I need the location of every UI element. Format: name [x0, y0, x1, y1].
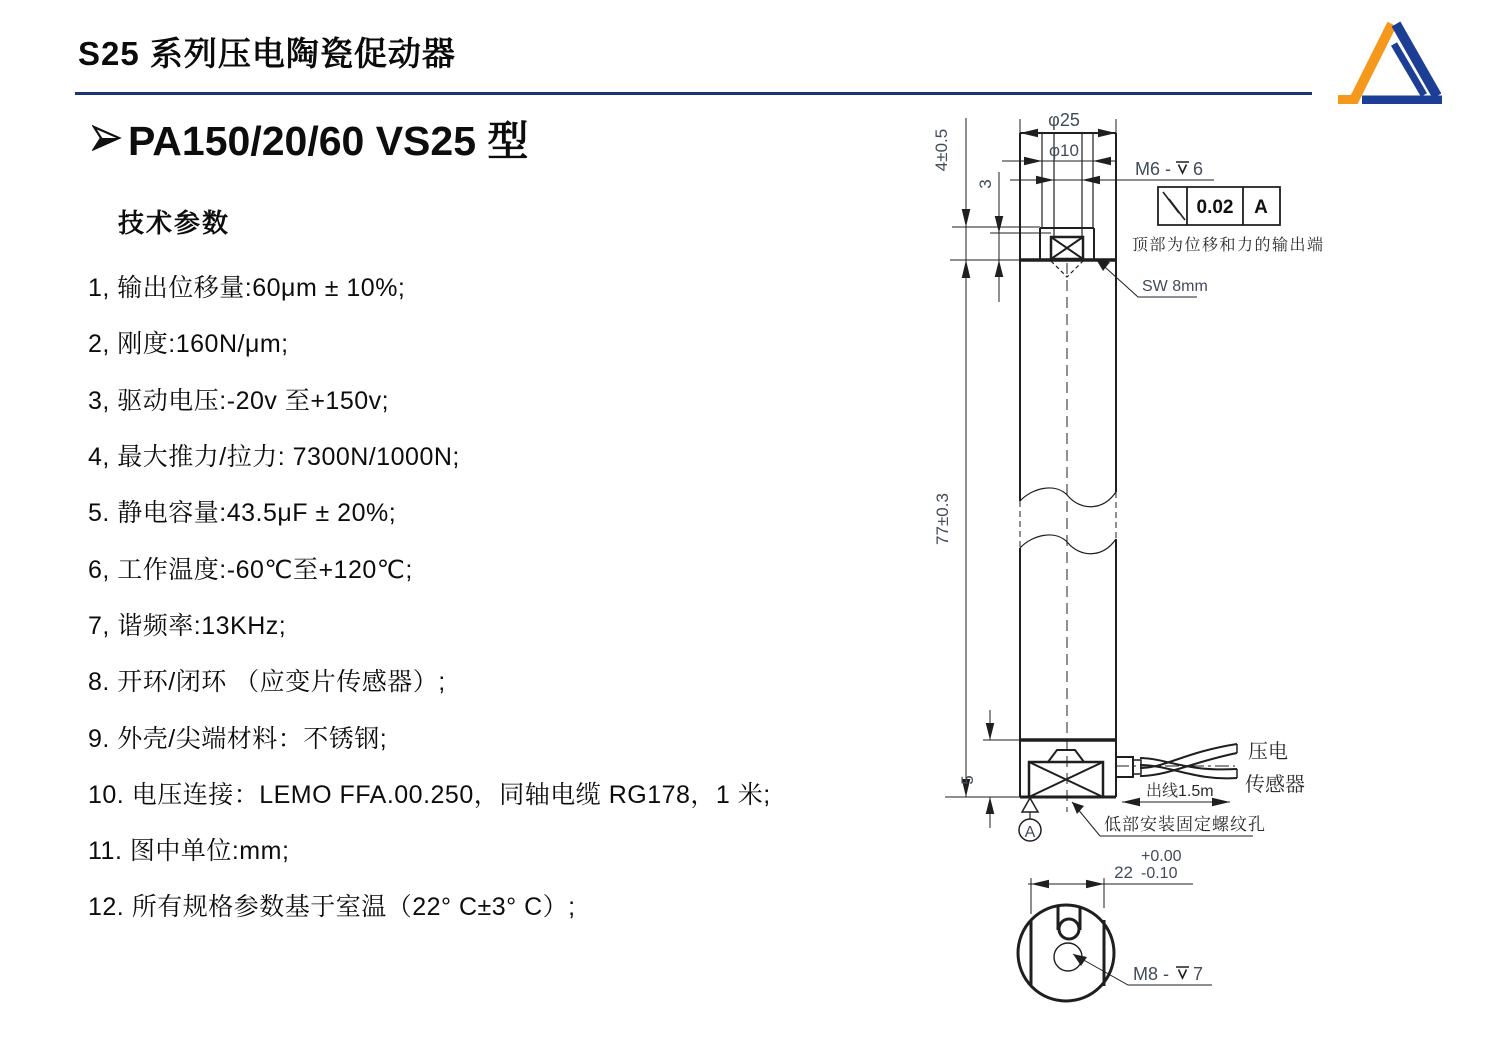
spec-item: 3, 驱动电压:-20v 至+150v;	[88, 386, 390, 415]
model-heading-label: PA150/20/60 VS25 型	[128, 118, 529, 164]
left-dimensions	[945, 118, 1051, 828]
parallelism-icon	[1163, 192, 1185, 220]
dim-cap-height: 4±0.5	[932, 128, 951, 172]
dim-base-height: 5	[958, 775, 977, 785]
spec-item: 12. 所有规格参数基于室温（22° C±3° C）;	[88, 893, 576, 922]
tolerance-datum: A	[1254, 197, 1268, 218]
spec-list	[88, 258, 848, 934]
cable-connector	[1115, 744, 1237, 778]
spec-item: 4, 最大推力/拉力: 7300N/1000N;	[88, 443, 460, 472]
spec-item: 1, 输出位移量:60μm ± 10%;	[88, 274, 406, 303]
dim-tol-lower: -0.10	[1141, 865, 1178, 882]
section-heading: 技术参数	[118, 208, 231, 238]
top-output-note: 顶部为位移和力的输出端	[1132, 237, 1325, 254]
company-logo	[1332, 14, 1454, 104]
hex-socket-label: SW 8mm	[1142, 278, 1208, 295]
spec-item: 5. 静电容量:43.5μF ± 20%;	[88, 499, 397, 528]
spec-item: 2, 刚度:160N/μm;	[88, 330, 289, 359]
technical-drawing	[920, 95, 1500, 1061]
page-title: S25 系列压电陶瓷促动器	[78, 35, 456, 72]
datum-a-label: A	[1024, 824, 1036, 841]
datum-a-flag	[1019, 798, 1041, 841]
spec-item: 8. 开环/闭环 （应变片传感器）;	[88, 668, 446, 697]
dim-body-length: 77±0.3	[933, 493, 952, 545]
actuator-drawing-svg	[920, 95, 1500, 1061]
tolerance-frame	[1158, 187, 1280, 225]
heading-arrow-icon	[92, 122, 122, 154]
dim-tol-upper: +0.00	[1141, 848, 1182, 865]
tolerance-value: 0.02	[1196, 197, 1234, 218]
spec-item: 11. 图中单位:mm;	[88, 837, 290, 866]
dim-width-22: 22	[1114, 863, 1133, 882]
bottom-note-label: 低部安装固定螺纹孔	[1104, 815, 1266, 834]
m6-label: M6 -	[1135, 159, 1171, 179]
m8-depth-value: 7	[1193, 964, 1204, 984]
front-view-outline	[1020, 119, 1116, 812]
spec-item: 9. 外壳/尖端材料：不锈钢;	[88, 724, 388, 753]
base-thread-socket	[1029, 750, 1103, 797]
depth-symbol-icon	[1176, 967, 1189, 978]
cable-length-label: 出线1.5m	[1146, 783, 1214, 800]
model-heading	[92, 108, 528, 167]
dim-dia-10: φ10	[1049, 141, 1079, 160]
wire-label-piezo: 压电	[1248, 741, 1288, 763]
dim-dia-25: φ25	[1048, 110, 1080, 130]
top-dimensions	[1002, 129, 1214, 185]
m6-thread-callout	[1135, 159, 1203, 179]
wire-label-sensor: 传感器	[1245, 774, 1305, 796]
m8-thread-callout	[1133, 964, 1203, 984]
spec-item: 10. 电压连接：LEMO FFA.00.250，同轴电缆 RG178，1 米;	[88, 780, 771, 809]
m6-depth-value: 6	[1193, 159, 1204, 179]
spec-item: 6, 工作温度:-60℃至+120℃;	[88, 555, 413, 584]
depth-symbol-icon	[1176, 162, 1189, 173]
bottom-view	[1018, 878, 1212, 1001]
spec-item: 7, 谐频率:13KHz;	[88, 611, 287, 640]
dim-socket-depth: 3	[976, 179, 995, 189]
penrose-triangle-icon	[1332, 14, 1454, 104]
m8-label: M8 -	[1133, 964, 1169, 984]
